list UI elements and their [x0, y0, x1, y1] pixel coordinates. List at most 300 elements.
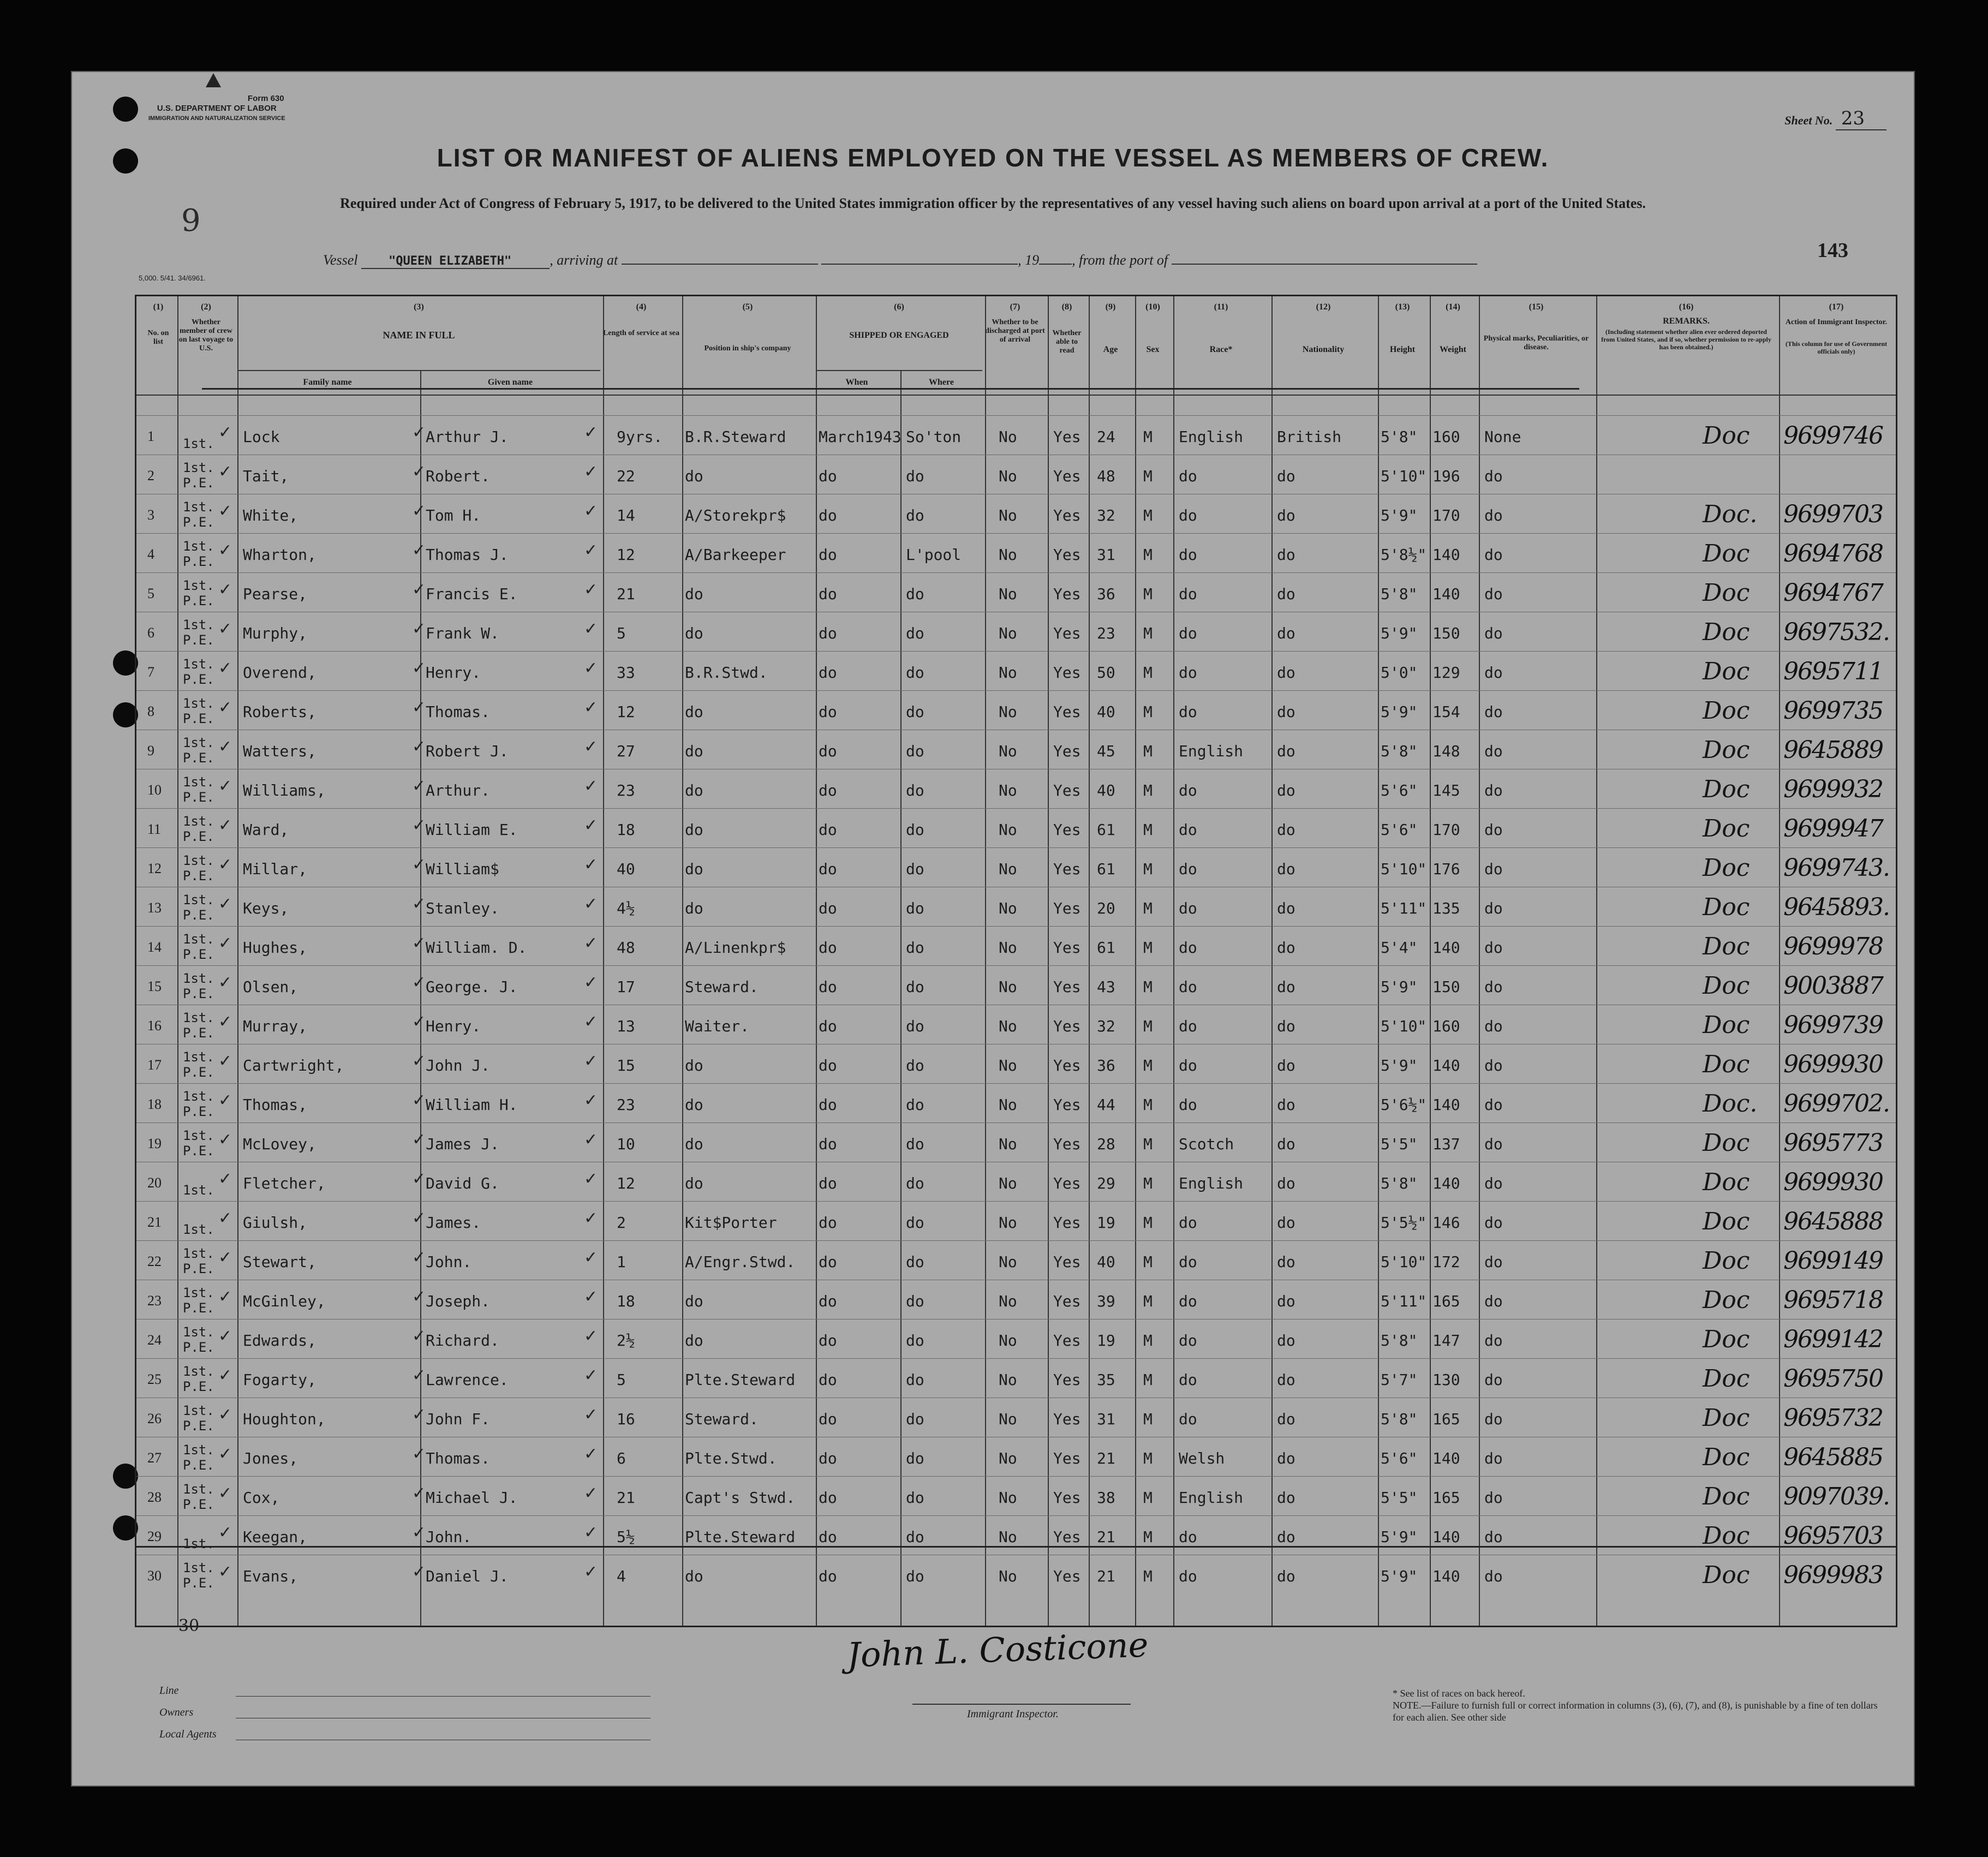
check-mark-icon: ✓	[412, 1366, 426, 1385]
cell-disch: No	[999, 467, 1017, 485]
cell-marks: do	[1484, 664, 1503, 682]
check-mark-icon: ✓	[584, 855, 598, 874]
cell-nat: do	[1277, 1528, 1296, 1546]
cell-read: Yes	[1053, 978, 1081, 996]
cell-disch: No	[999, 1135, 1017, 1153]
cell-no: 21	[147, 1214, 162, 1230]
cell-service: 2	[617, 1214, 626, 1232]
cell-weight: 140	[1432, 939, 1460, 957]
cell-no: 17	[147, 1057, 162, 1073]
cell-action: 9697532.	[1783, 618, 1889, 646]
col-header-given-name: Given name	[487, 378, 533, 387]
cell-remark: Doc	[1703, 697, 1750, 725]
cell-sex: M	[1143, 1135, 1153, 1153]
cell-remark: Doc	[1703, 1050, 1750, 1078]
check-mark-icon: ✓	[412, 501, 426, 521]
check-mark-icon: ✓	[584, 580, 598, 599]
cell-given: Michael J.	[426, 1489, 518, 1507]
cell-sex: M	[1143, 546, 1153, 564]
table-row	[136, 849, 1896, 888]
col-num-3: (3)	[414, 302, 424, 312]
cell-position: do	[685, 742, 703, 760]
cell-when: do	[819, 1214, 837, 1232]
cell-where: do	[906, 1410, 924, 1428]
cell-position: B.R.Steward	[685, 428, 786, 446]
date-blank	[821, 264, 1018, 265]
cell-no: 9	[147, 743, 154, 759]
table-row	[136, 770, 1896, 809]
check-mark-icon: ✓	[584, 777, 598, 796]
cell-age: 19	[1097, 1214, 1115, 1232]
cell-service: 13	[617, 1017, 635, 1035]
cell-disch: No	[999, 899, 1017, 917]
cell-action: 9695732	[1783, 1404, 1883, 1432]
cell-remark: Doc	[1703, 1286, 1750, 1314]
check-mark-icon: ✓	[584, 501, 598, 521]
vessel-label: Vessel	[323, 252, 358, 268]
cell-nat: do	[1277, 860, 1296, 878]
check-mark-icon: ✓	[218, 501, 232, 521]
check-mark-icon: ✓	[412, 1169, 426, 1189]
cell-action: 9699978	[1783, 933, 1883, 960]
cell-when: do	[819, 1253, 837, 1271]
cell-nat: do	[1277, 664, 1296, 682]
cell-nat: do	[1277, 1096, 1296, 1114]
cell-disch: No	[999, 1371, 1017, 1389]
cell-when: do	[819, 1096, 837, 1114]
cell-given: William H.	[426, 1096, 518, 1114]
cell-where: do	[906, 860, 924, 878]
cell-read: Yes	[1053, 1567, 1081, 1585]
cell-no: 6	[147, 625, 154, 641]
col-header-action: Action of Immigrant Inspector.	[1785, 318, 1888, 326]
cell-disch: No	[999, 939, 1017, 957]
cell-sex: M	[1143, 1174, 1153, 1192]
cell-age: 23	[1097, 624, 1115, 642]
table-row	[136, 1163, 1896, 1202]
cell-family: Roberts,	[243, 703, 317, 721]
cell-sex: M	[1143, 821, 1153, 839]
cell-when: do	[819, 546, 837, 564]
check-mark-icon: ✓	[584, 1523, 598, 1542]
table-row	[136, 416, 1896, 456]
cell-voy1: 1st.	[183, 1442, 214, 1458]
cell-voy1: 1st.	[183, 814, 214, 829]
cell-age: 61	[1097, 821, 1115, 839]
check-mark-icon: ✓	[412, 1405, 426, 1424]
cell-no: 19	[147, 1136, 162, 1151]
check-mark-icon: ✓	[218, 1209, 232, 1228]
cell-voy2: P.E.	[183, 1340, 214, 1355]
signature-line	[912, 1704, 1131, 1705]
cell-no: 22	[147, 1253, 162, 1269]
cell-read: Yes	[1053, 506, 1081, 524]
cell-service: 18	[617, 1292, 635, 1310]
cell-service: 5	[617, 1371, 626, 1389]
col-header-age: Age	[1103, 345, 1118, 354]
table-row	[136, 966, 1896, 1006]
inspector-signature: John L. Costicone	[846, 1625, 1149, 1675]
check-mark-icon: ✓	[584, 894, 598, 913]
cell-read: Yes	[1053, 624, 1081, 642]
cell-voy2: P.E.	[183, 1065, 214, 1080]
cell-family: Hughes,	[243, 939, 308, 957]
cell-weight: 137	[1432, 1135, 1460, 1153]
cell-nat: do	[1277, 1056, 1296, 1074]
cell-age: 38	[1097, 1489, 1115, 1507]
agents-label: Local Agents	[159, 1728, 217, 1740]
cell-weight: 148	[1432, 742, 1460, 760]
cell-when: do	[819, 821, 837, 839]
cell-voy2: P.E.	[183, 1497, 214, 1512]
cell-voy2: 1st.	[183, 1222, 214, 1237]
cell-sex: M	[1143, 1017, 1153, 1035]
cell-weight: 160	[1432, 428, 1460, 446]
cell-family: Pearse,	[243, 585, 308, 603]
cell-when: do	[819, 1410, 837, 1428]
cell-given: John.	[426, 1253, 472, 1271]
cell-family: Murray,	[243, 1017, 308, 1035]
check-mark-icon: ✓	[218, 580, 232, 599]
check-mark-icon: ✓	[412, 1484, 426, 1503]
cell-sex: M	[1143, 860, 1153, 878]
cell-age: 32	[1097, 1017, 1115, 1035]
cell-remark: Doc	[1703, 1247, 1750, 1275]
cell-where: do	[906, 899, 924, 917]
cell-voy2: P.E.	[183, 1575, 214, 1591]
col-num-16: (16)	[1679, 302, 1694, 312]
cell-nat: do	[1277, 1214, 1296, 1232]
col-num-11: (11)	[1214, 302, 1228, 312]
cell-height: 5'9"	[1381, 703, 1418, 721]
check-mark-icon: ✓	[218, 1366, 232, 1385]
cell-voy2: 1st.	[183, 1183, 214, 1198]
cell-when: do	[819, 860, 837, 878]
cell-voy2: P.E.	[183, 868, 214, 883]
table-row	[136, 1438, 1896, 1477]
cell-nat: do	[1277, 1253, 1296, 1271]
cell-sex: M	[1143, 899, 1153, 917]
cell-family: Giulsh,	[243, 1214, 308, 1232]
check-mark-icon: ✓	[584, 1287, 598, 1306]
check-mark-icon: ✓	[218, 1405, 232, 1424]
cell-given: John.	[426, 1528, 472, 1546]
cell-where: do	[906, 1253, 924, 1271]
table-row	[136, 613, 1896, 652]
cell-where: do	[906, 506, 924, 524]
cell-given: James J.	[426, 1135, 499, 1153]
cell-weight: 145	[1432, 781, 1460, 799]
cell-race: do	[1179, 624, 1197, 642]
cell-disch: No	[999, 1331, 1017, 1350]
col-header-sex: Sex	[1146, 345, 1160, 354]
vessel-line	[323, 252, 1477, 269]
cell-when: do	[819, 1056, 837, 1074]
check-mark-icon: ✓	[412, 698, 426, 717]
table-row	[136, 1045, 1896, 1084]
cell-sex: M	[1143, 781, 1153, 799]
check-mark-icon: ✓	[584, 1366, 598, 1385]
cell-disch: No	[999, 1410, 1017, 1428]
cell-voy1: 1st.	[183, 1246, 214, 1261]
cell-position: do	[685, 585, 703, 603]
check-mark-icon: ✓	[584, 816, 598, 835]
cell-where: do	[906, 1096, 924, 1114]
cell-service: 48	[617, 939, 635, 957]
cell-service: 23	[617, 1096, 635, 1114]
cell-where: do	[906, 1528, 924, 1546]
cell-no: 13	[147, 900, 162, 916]
from-port-blank	[1172, 264, 1477, 265]
cell-race: do	[1179, 1017, 1197, 1035]
cell-voy1: 1st.	[183, 696, 214, 711]
col-num-17: (17)	[1829, 302, 1844, 312]
table-row	[136, 1202, 1896, 1241]
cell-read: Yes	[1053, 1331, 1081, 1350]
cell-position: A/Engr.Stwd.	[685, 1253, 796, 1271]
line-blank	[236, 1696, 650, 1697]
cell-sex: M	[1143, 1056, 1153, 1074]
department-seal-icon	[206, 73, 221, 87]
cell-position: A/Barkeeper	[685, 546, 786, 564]
cell-given: William$	[426, 860, 499, 878]
table-row	[136, 1124, 1896, 1163]
cell-age: 48	[1097, 467, 1115, 485]
cell-height: 5'9"	[1381, 1528, 1418, 1546]
check-mark-icon: ✓	[412, 855, 426, 874]
cell-where: do	[906, 1449, 924, 1467]
cell-race: do	[1179, 1292, 1197, 1310]
check-mark-icon: ✓	[218, 894, 232, 913]
cell-height: 5'8½"	[1381, 546, 1427, 564]
cell-no: 20	[147, 1175, 162, 1191]
cell-marks: do	[1484, 1489, 1503, 1507]
cell-service: 12	[617, 703, 635, 721]
cell-given: Tom H.	[426, 506, 481, 524]
cell-nat: do	[1277, 742, 1296, 760]
cell-voy1: 1st.	[183, 1089, 214, 1104]
cell-voy1: 1st.	[183, 539, 214, 554]
cell-age: 44	[1097, 1096, 1115, 1114]
cell-marks: do	[1484, 585, 1503, 603]
cell-voy1: 1st.	[183, 1049, 214, 1065]
cell-height: 5'6"	[1381, 1449, 1418, 1467]
cell-remark: Doc	[1703, 1404, 1750, 1432]
cell-voy1: 1st.	[183, 1482, 214, 1497]
cell-read: Yes	[1053, 1214, 1081, 1232]
cell-height: 5'8"	[1381, 428, 1418, 446]
cell-disch: No	[999, 703, 1017, 721]
cell-voy2: P.E.	[183, 907, 214, 923]
cell-position: do	[685, 1096, 703, 1114]
check-mark-icon: ✓	[584, 1248, 598, 1267]
check-mark-icon: ✓	[412, 1248, 426, 1267]
cell-service: 12	[617, 546, 635, 564]
check-mark-icon: ✓	[218, 1523, 232, 1542]
check-mark-icon: ✓	[412, 619, 426, 638]
cell-remark: Doc	[1703, 1325, 1750, 1353]
cell-no: 8	[147, 703, 154, 719]
cell-race: do	[1179, 546, 1197, 564]
cell-voy1: 1st.	[183, 1403, 214, 1418]
cell-when: do	[819, 1489, 837, 1507]
cell-no: 30	[147, 1568, 162, 1584]
cell-voy2: 1st.	[183, 436, 214, 451]
cell-when: do	[819, 467, 837, 485]
cell-sex: M	[1143, 1528, 1153, 1546]
col-header-last-voyage: Whether member of crew on last voyage to U.S.	[178, 318, 234, 353]
cell-nat: do	[1277, 703, 1296, 721]
cell-no: 23	[147, 1293, 162, 1309]
cell-when: do	[819, 1528, 837, 1546]
cell-position: Waiter.	[685, 1017, 750, 1035]
cell-position: do	[685, 781, 703, 799]
cell-no: 24	[147, 1332, 162, 1348]
cell-where: do	[906, 664, 924, 682]
cell-family: Edwards,	[243, 1331, 317, 1350]
cell-marks: do	[1484, 1135, 1503, 1153]
cell-service: 2½	[617, 1331, 635, 1350]
cell-read: Yes	[1053, 1056, 1081, 1074]
cell-sex: M	[1143, 1449, 1153, 1467]
cell-disch: No	[999, 1214, 1017, 1232]
cell-family: Stewart,	[243, 1253, 317, 1271]
cell-remark: Doc	[1703, 618, 1750, 646]
check-mark-icon: ✓	[218, 1130, 232, 1149]
cell-age: 40	[1097, 1253, 1115, 1271]
footnotes	[1393, 1687, 1884, 1723]
cell-when: do	[819, 624, 837, 642]
cell-family: Williams,	[243, 781, 326, 799]
cell-sex: M	[1143, 703, 1153, 721]
cell-nat: do	[1277, 585, 1296, 603]
cell-action: 9645889	[1783, 736, 1883, 764]
cell-height: 5'9"	[1381, 1567, 1418, 1585]
cell-when: March1943	[819, 428, 902, 446]
cell-weight: 140	[1432, 1528, 1460, 1546]
cell-service: 1	[617, 1253, 626, 1271]
cell-race: do	[1179, 1410, 1197, 1428]
table-row	[136, 1516, 1896, 1556]
cell-height: 5'8"	[1381, 585, 1418, 603]
cell-nat: do	[1277, 1174, 1296, 1192]
check-mark-icon: ✓	[584, 423, 598, 442]
cell-nat: do	[1277, 1489, 1296, 1507]
cell-height: 5'5"	[1381, 1489, 1418, 1507]
cell-given: Henry.	[426, 664, 481, 682]
page-title: LIST OR MANIFEST OF ALIENS EMPLOYED ON THE VESSEL AS MEMBERS OF CREW.	[437, 144, 1549, 172]
table-bottom-rule	[136, 1546, 1896, 1548]
cell-voy1: 1st.	[183, 1128, 214, 1143]
col-num-13: (13)	[1395, 302, 1410, 312]
cell-no: 28	[147, 1489, 162, 1505]
cell-action: 9097039.	[1783, 1483, 1889, 1510]
cell-weight: 147	[1432, 1331, 1460, 1350]
check-mark-icon: ✓	[412, 1327, 426, 1346]
check-mark-icon: ✓	[412, 580, 426, 599]
cell-race: do	[1179, 1096, 1197, 1114]
cell-no: 10	[147, 782, 162, 798]
cell-weight: 140	[1432, 546, 1460, 564]
cell-height: 5'7"	[1381, 1371, 1418, 1389]
cell-voy2: P.E.	[183, 515, 214, 530]
cell-position: Kit$Porter	[685, 1214, 777, 1232]
cell-given: Arthur.	[426, 781, 491, 799]
cell-action: 9695750	[1783, 1365, 1883, 1393]
table-row	[136, 1320, 1896, 1359]
col-header-nationality: Nationality	[1302, 345, 1345, 354]
cell-age: 28	[1097, 1135, 1115, 1153]
cell-sex: M	[1143, 1253, 1153, 1271]
cell-weight: 176	[1432, 860, 1460, 878]
col-num-9: (9)	[1105, 302, 1116, 312]
cell-voy1: 1st.	[183, 932, 214, 947]
cell-remark: Doc	[1703, 1522, 1750, 1550]
cell-nat: do	[1277, 1371, 1296, 1389]
cell-weight: 196	[1432, 467, 1460, 485]
cell-read: Yes	[1053, 821, 1081, 839]
cell-weight: 140	[1432, 1174, 1460, 1192]
cell-remark: Doc	[1703, 1561, 1750, 1589]
check-mark-icon: ✓	[412, 973, 426, 992]
cell-weight: 170	[1432, 821, 1460, 839]
col-num-6: (6)	[894, 302, 904, 312]
col-num-12: (12)	[1316, 302, 1331, 312]
cell-age: 21	[1097, 1567, 1115, 1585]
cell-sex: M	[1143, 1331, 1153, 1350]
cell-remark: Doc	[1703, 933, 1750, 960]
cell-nat: do	[1277, 1567, 1296, 1585]
cell-nat: do	[1277, 899, 1296, 917]
cell-disch: No	[999, 1567, 1017, 1585]
cell-voy1: 1st.	[183, 853, 214, 868]
cell-age: 24	[1097, 428, 1115, 446]
cell-disch: No	[999, 546, 1017, 564]
cell-voy2: P.E.	[183, 829, 214, 844]
cell-disch: No	[999, 1174, 1017, 1192]
cell-marks: do	[1484, 1567, 1503, 1585]
cell-position: Steward.	[685, 978, 759, 996]
cell-race: Welsh	[1179, 1449, 1225, 1467]
cell-race: do	[1179, 1371, 1197, 1389]
cell-read: Yes	[1053, 939, 1081, 957]
cell-when: do	[819, 978, 837, 996]
cell-when: do	[819, 1567, 837, 1585]
cell-nat: do	[1277, 1292, 1296, 1310]
check-mark-icon: ✓	[584, 1484, 598, 1503]
table-row	[136, 1359, 1896, 1399]
cell-height: 5'5"	[1381, 1135, 1418, 1153]
table-row	[136, 1281, 1896, 1320]
check-mark-icon: ✓	[218, 619, 232, 638]
col-header-position: Position in ship's company	[704, 344, 791, 353]
cell-no: 11	[147, 821, 162, 837]
cell-age: 31	[1097, 1410, 1115, 1428]
check-mark-icon: ✓	[412, 1287, 426, 1306]
cell-nat: do	[1277, 1135, 1296, 1153]
shipped-header-divider	[816, 370, 982, 371]
cell-height: 5'11"	[1381, 899, 1427, 917]
cell-voy2: P.E.	[183, 1300, 214, 1316]
check-mark-icon: ✓	[218, 816, 232, 835]
cell-read: Yes	[1053, 428, 1081, 446]
check-mark-icon: ✓	[218, 541, 232, 560]
crew-table	[135, 295, 1897, 1627]
cell-voy2: P.E.	[183, 672, 214, 687]
arriving-blank	[622, 264, 818, 265]
col-num-8: (8)	[1061, 302, 1072, 312]
cell-where: do	[906, 821, 924, 839]
